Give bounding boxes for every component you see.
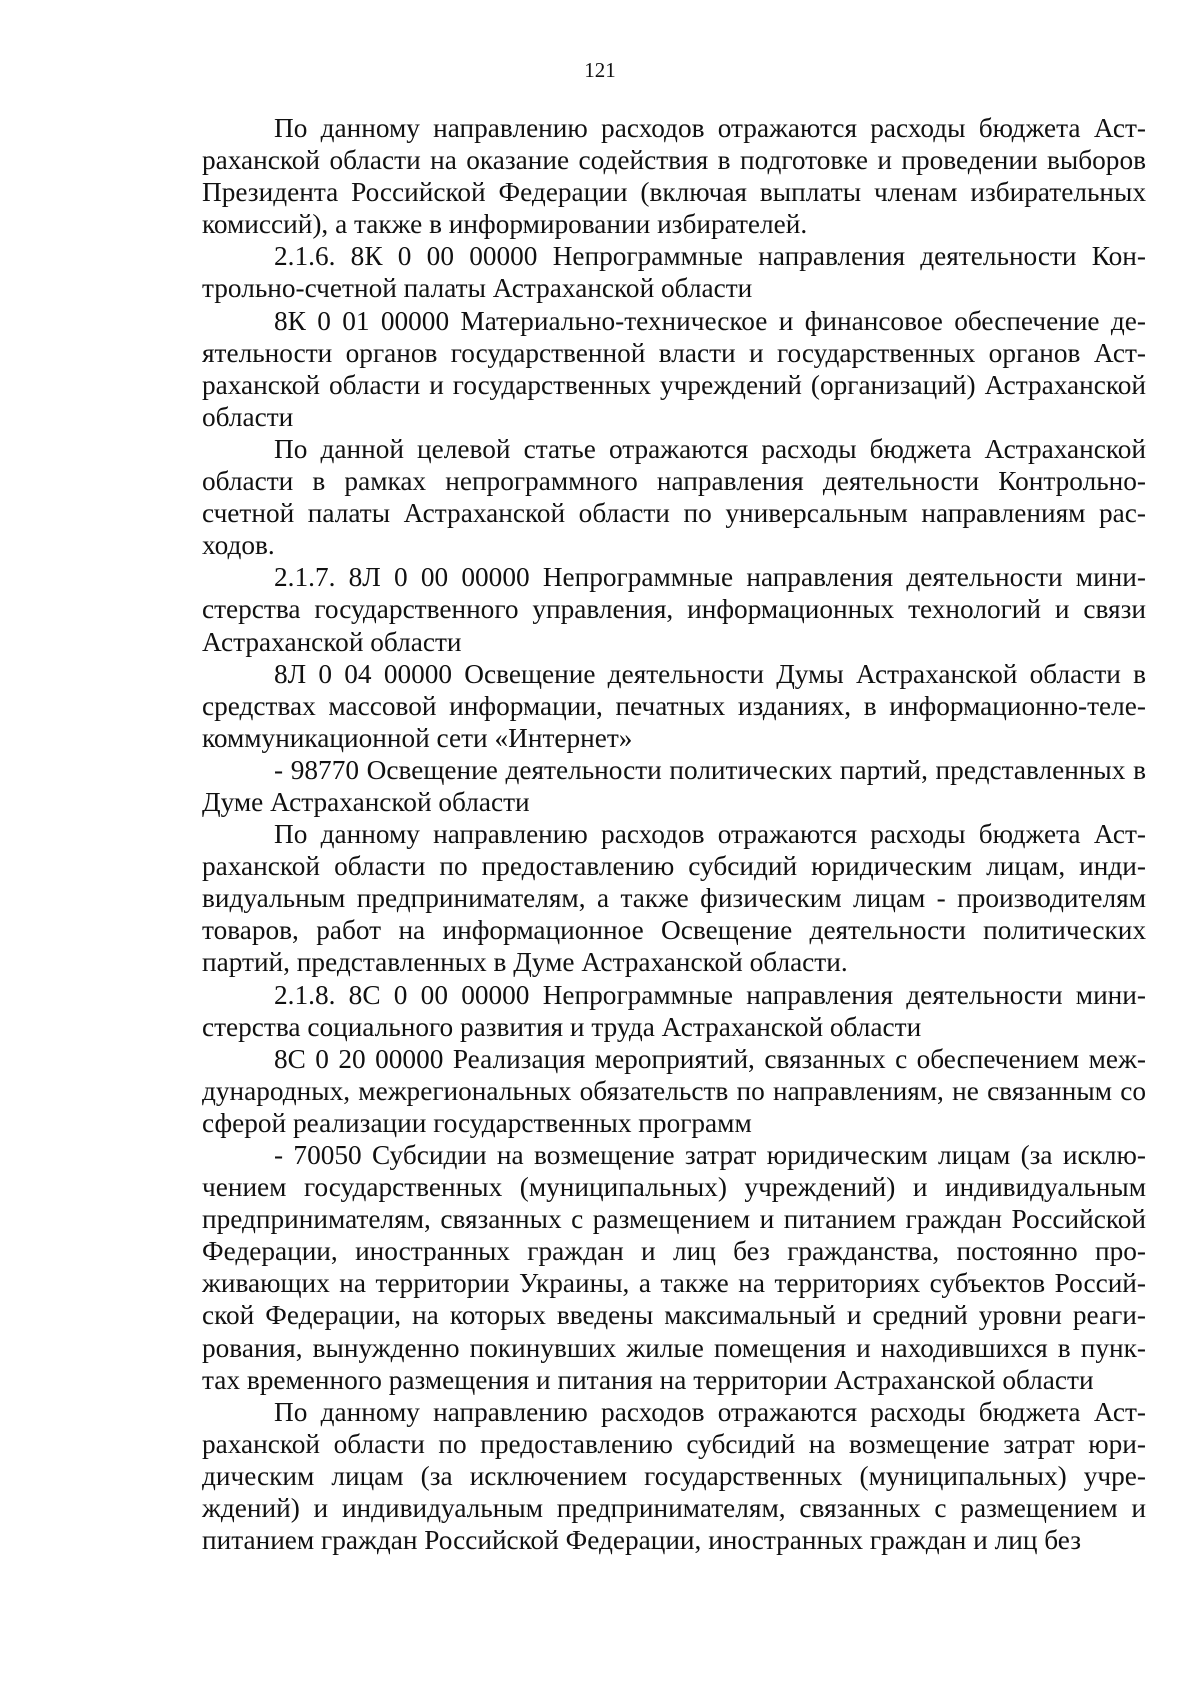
section-heading-2-1-8: 2.1.8. 8С 0 00 00000 Непрограммные направления деятельности министерства социального развития и труда Астраханской области — [202, 979, 1146, 1042]
page-number: 121 — [584, 58, 616, 82]
document-body — [202, 112, 1146, 1556]
paragraph-control-chamber-expenses: По данной целевой статье отражаются расходы бюджета Астраханской области в рамках непрограммного направления деятельности Контрольно-счетной палаты Астраханской области по универсальным направлениям расходов. — [202, 433, 1146, 561]
target-article-8k-0-01: 8К 0 01 00000 Материально-техническое и финансовое обеспечение деятельности органов государственной власти и государственных органов Астраханской области и государственных учреждений (организаций) Астраханской области — [202, 305, 1146, 432]
target-article-8s-0-20: 8С 0 20 00000 Реализация мероприятий, связанных с обеспечением международных, межрегиональных обязательств по направлениям, не связанным со сферой реализации государственных программ — [202, 1043, 1146, 1138]
section-heading-2-1-7: 2.1.7. 8Л 0 00 00000 Непрограммные направления деятельности министерства государственного управления, информационных технологий и связи Астраханской области — [202, 562, 1146, 657]
paragraph-accommodation-subsidies: По данному направлению расходов отражаются расходы бюджета Астраханской области по предоставлению субсидий на возмещение затрат юридическим лицам (за исключением государственных (муниципальных) учреждений) и индивидуальным предпринимателям, связанных с размещением и питанием граждан Российской Федерации, иностранных граждан и лиц без — [202, 1396, 1146, 1556]
paragraph-elections-expenses: По данному направлению расходов отражаются расходы бюджета Астраханской области на оказание содействия в подготовке и проведении выборов Президента Российской Федерации (включая выплаты членам избирательных комиссий), а также в информировании избирателей. — [202, 113, 1146, 240]
expense-direction-70050: - 70050 Субсидии на возмещение затрат юридическим лицам (за исключением государственных (муниципальных) учреждений) и индивидуальным предпринимателям, связанных с размещением и питанием граждан Российской Федерации, иностранных граждан и лиц без гражданства, постоянно проживающих на территории Украины, а также на территориях субъектов Российской Федерации, на которых введены максимальный и средний уровни реагирования, вынужденно покинувших жилые помещения и находившихся в пунктах временного размещения и питания на территории Астраханской области — [202, 1140, 1146, 1395]
expense-direction-98770: - 98770 Освещение деятельности политических партий, представленных в Думе Астраханской области — [202, 754, 1146, 817]
section-heading-2-1-6: 2.1.6. 8К 0 00 00000 Непрограммные направления деятельности Контрольно-счетной палаты Астраханской области — [202, 241, 1146, 304]
paragraph-political-parties-subsidies: По данному направлению расходов отражаются расходы бюджета Астраханской области по предоставлению субсидий юридическим лицам, индивидуальным предпринимателям, а также физическим лицам - производителям товаров, работ на информационное Освещение деятельности политических партий, представленных в Думе Астраханской области. — [202, 819, 1146, 978]
target-article-8l-0-04: 8Л 0 04 00000 Освещение деятельности Думы Астраханской области в средствах массовой информации, печатных изданиях, в информационно-телекоммуникационной сети «Интернет» — [202, 658, 1146, 753]
